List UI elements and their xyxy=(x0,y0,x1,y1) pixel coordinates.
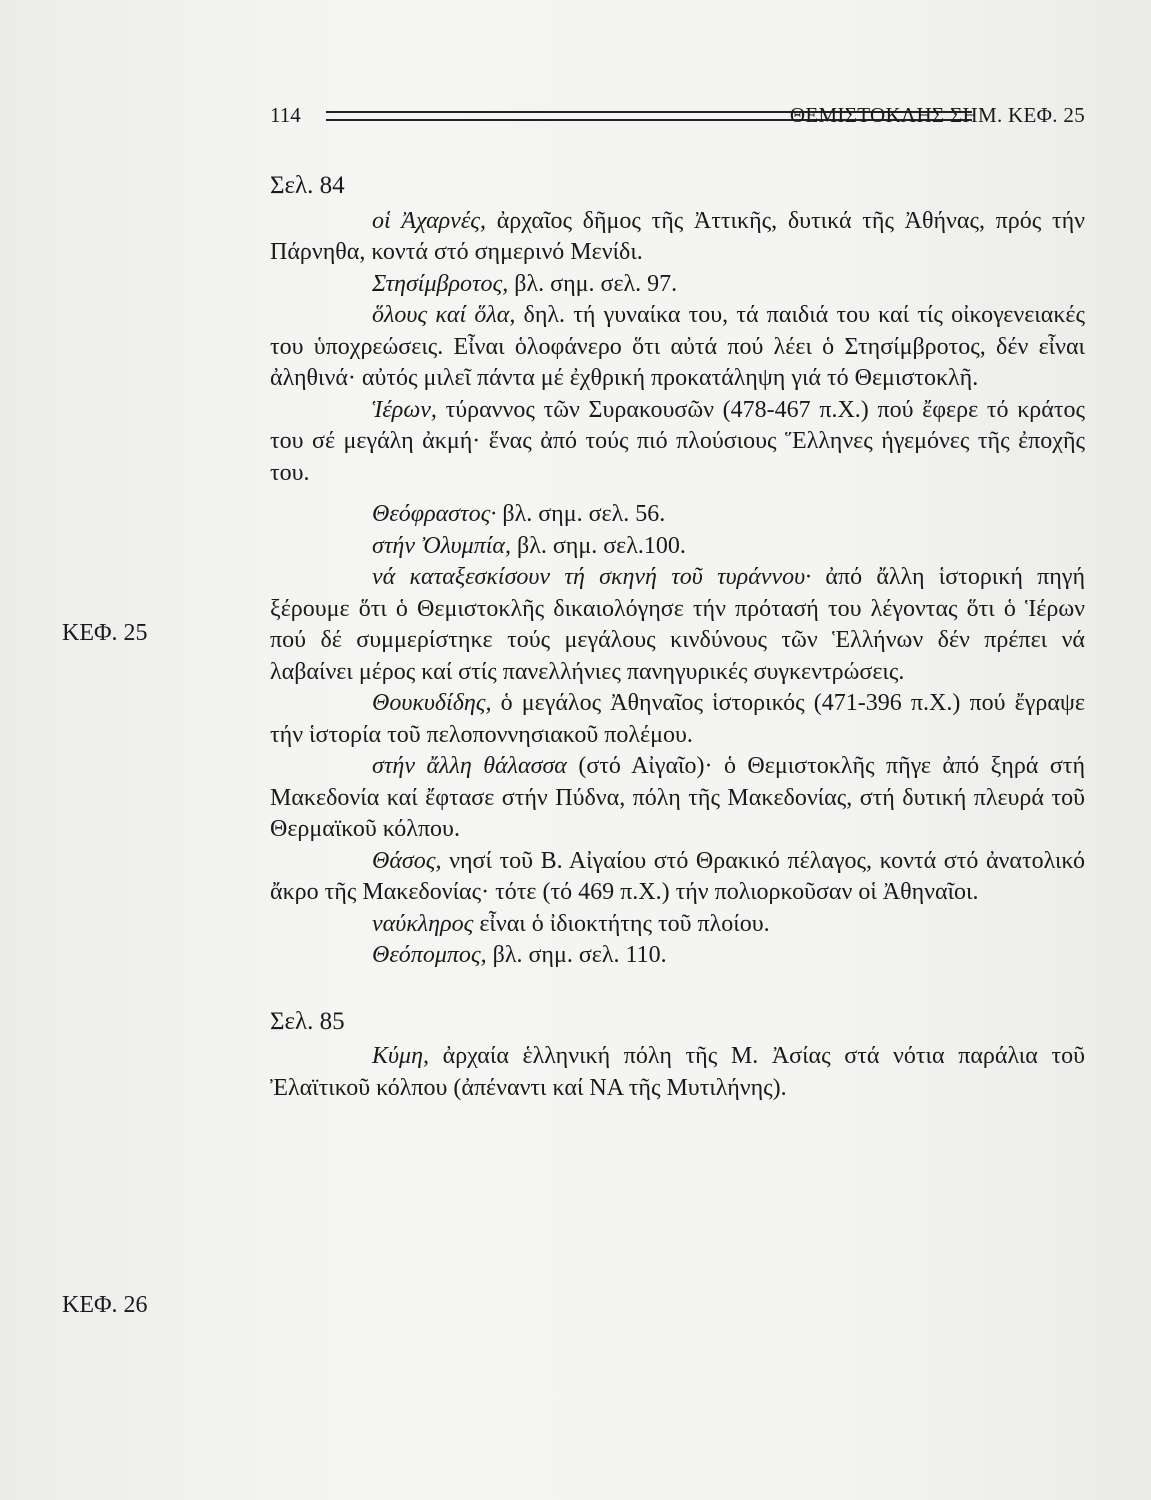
note-text: (στό Αἰγαῖο)· ὁ Θεμιστοκλῆς πῆγε ἀπό ξηρά στή Μακεδονία καί ἔφτασε στήν Πύδνα, πόλη τῆς Μακεδονίας, στή δυτική πλευρά τοῦ Θερμαϊκοῦ κόλπου. xyxy=(270,753,1085,842)
note-term: Θεόφραστος· xyxy=(372,501,497,527)
note-theopompos xyxy=(270,940,1085,972)
note-term: Κύμη, xyxy=(372,1043,429,1069)
note-holous-kai-hola xyxy=(270,300,1085,395)
note-stesimbrotos xyxy=(270,269,1085,301)
note-term: Ἱέρων, xyxy=(372,396,437,423)
section-heading-85: Σελ. 85 xyxy=(270,1007,345,1035)
spacer xyxy=(270,489,1085,499)
page-number: 114 xyxy=(270,103,301,127)
note-term: Θάσος, xyxy=(372,847,442,874)
note-kyme xyxy=(270,1041,1085,1104)
margin-chapter-25: ΚΕΦ. 25 xyxy=(62,620,148,646)
note-acharnes xyxy=(270,206,1085,269)
note-text: ἀπό ἄλλη ἱστορική πηγή ξέρουμε ὅτι ὁ Θεμιστοκλῆς δικαιολόγησε τήν πρότασή του λέγοντας ὅτι ὁ Ἱέρων πού δέ συμμερίστηκε τούς μεγάλους κινδύνους τῶν Ἑλλήνων δέν πρέπει νά λαβαίνει μέρος καί στίς πανελλήνιες πανηγυρικές συγκεντρώσεις. xyxy=(270,564,1085,685)
note-term: Θεόπομπος, xyxy=(372,942,487,968)
note-text: εἶναι ὁ ἰδιοκτήτης τοῦ πλοίου. xyxy=(473,910,770,937)
note-thasos xyxy=(270,846,1085,909)
note-text: ἀρχαία ἑλληνική πόλη τῆς Μ. Ἀσίας στά νότια παράλια τοῦ Ἐλαϊτικοῦ κόλπου (ἀπέναντι καί ΝΑ τῆς Μυτιλήνης). xyxy=(270,1043,1085,1101)
note-text: βλ. σημ. σελ. 97. xyxy=(508,270,678,297)
note-text: βλ. σημ. σελ. 56. xyxy=(496,501,666,527)
note-text: δηλ. τή γυναίκα του, τά παιδιά του καί τίς οἰκογενειακές του ὑποχρεώσεις. Εἶναι ὁλοφάνερο ὅτι αὐτά πού λέει ὁ Στησίμβροτος, δέν εἶναι ἀληθινά· αὐτός μιλεῖ πάντα μέ ἐχθρική προκατάληψη γιά τό Θεμιστοκλῆ. xyxy=(270,302,1086,391)
note-other-sea xyxy=(270,751,1085,846)
note-term: ναύκληρος xyxy=(372,910,474,937)
note-theophrastos xyxy=(270,499,1085,531)
note-term: οἱ Ἀχαρνές, xyxy=(372,207,487,234)
note-text: νησί τοῦ Β. Αἰγαίου στό Θρακικό πέλαγος, κοντά στό ἀνατολικό ἄκρο τῆς Μακεδονίας· τότε (τό 469 π.Χ.) τήν πολιορκοῦσαν οἱ Ἀθηναῖοι. xyxy=(270,847,1085,905)
note-hieron xyxy=(270,395,1085,490)
spacer xyxy=(270,972,1085,1006)
note-naukleros xyxy=(270,909,1085,941)
note-term: νά καταξεσκίσουν τή σκηνή τοῦ τυράννου· xyxy=(372,564,812,590)
section-heading-84: Σελ. 84 xyxy=(270,172,345,199)
note-term: στήν Ὀλυμπία, xyxy=(372,532,511,559)
note-tyrant-tent xyxy=(270,562,1085,688)
note-term: Στησίμβροτος, xyxy=(372,270,509,297)
note-thucydides xyxy=(270,688,1085,751)
note-text: ἀρχαῖος δῆμος τῆς Ἀττικῆς, δυτικά τῆς Ἀθήνας, πρός τήν Πάρνηθα, κοντά στό σημερινό Μενίδι. xyxy=(270,207,1085,265)
note-text: ὁ μεγάλος Ἀθηναῖος ἱστορικός (471-396 π.Χ.) πού ἔγραψε τήν ἱστορία τοῦ πελοποννησιακοῦ πολέμου. xyxy=(270,690,1085,748)
margin-chapter-26: ΚΕΦ. 26 xyxy=(62,1292,148,1318)
notes-body xyxy=(270,170,1085,1104)
note-text: τύραννος τῶν Συρακουσῶν (478-467 π.Χ.) πού ἔφερε τό κράτος του σέ μεγάλη ἀκμή· ἕνας ἀπό τούς πιό πλούσιους Ἕλληνες ἡγεμόνες τῆς ἐποχῆς του. xyxy=(270,396,1085,486)
running-title: ΘΕΜΙΣΤΟΚΛΗΣ ΣΗΜ. ΚΕΦ. 25 xyxy=(789,103,1085,127)
note-olympia xyxy=(270,531,1085,563)
note-term: ὅλους καί ὅλα, xyxy=(372,302,516,328)
note-text: βλ. σημ. σελ.100. xyxy=(511,532,686,559)
note-term: στήν ἄλλη θάλασσα xyxy=(372,753,567,779)
running-header xyxy=(270,101,1085,131)
note-text: βλ. σημ. σελ. 110. xyxy=(486,942,667,968)
note-term: Θουκυδίδης, xyxy=(372,690,492,716)
